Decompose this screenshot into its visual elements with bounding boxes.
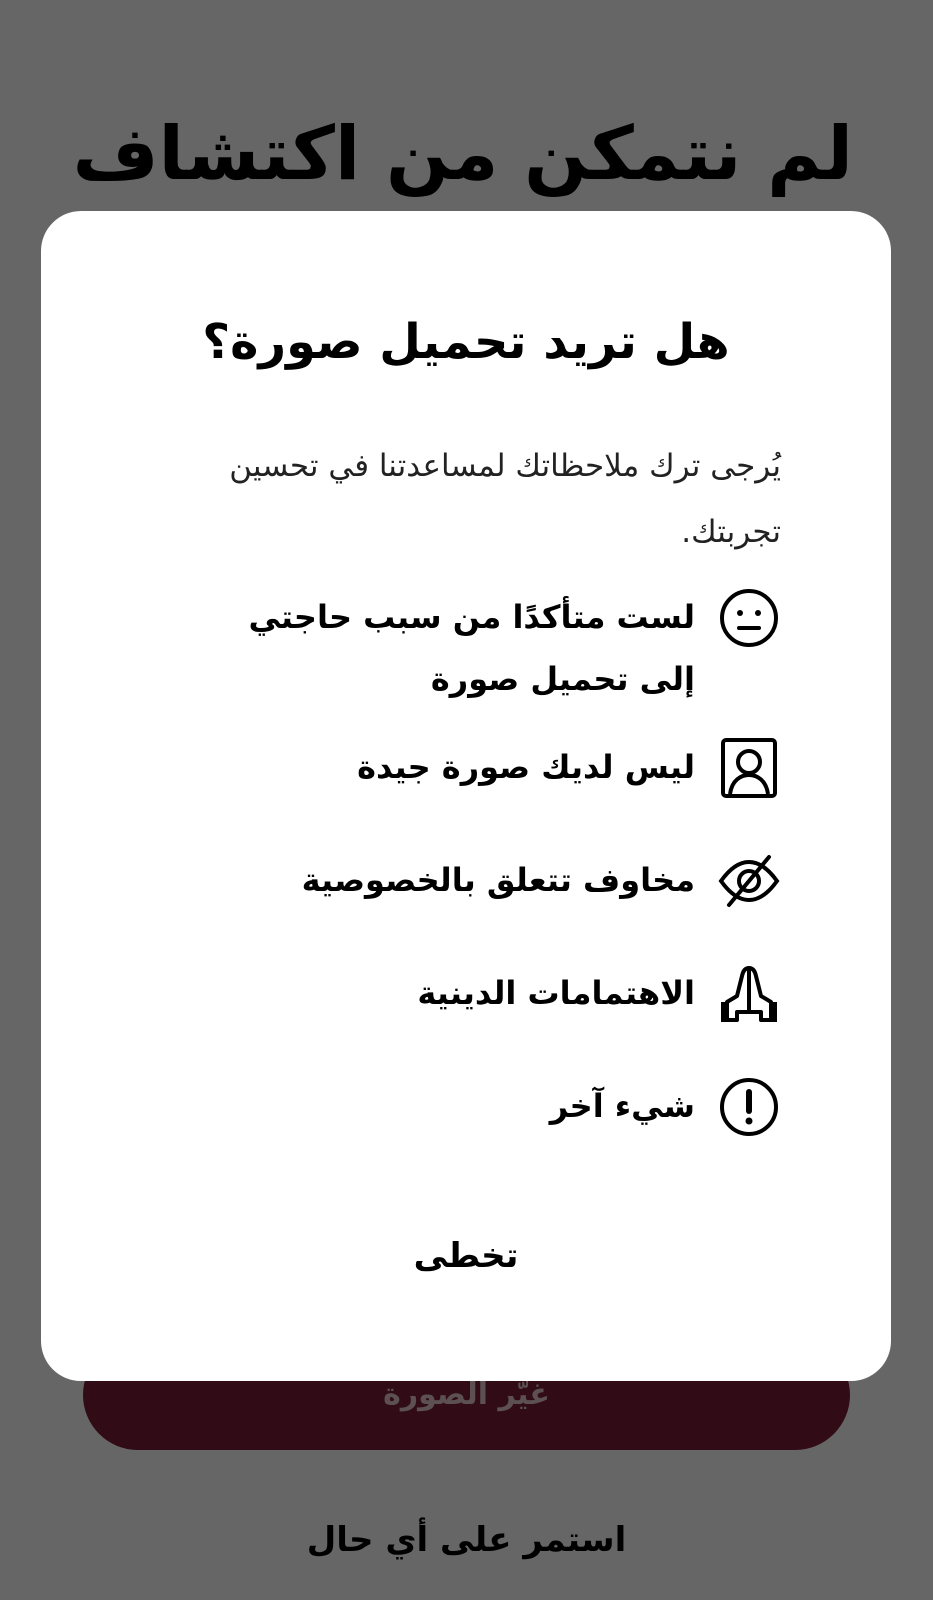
option-no-good-photo[interactable] xyxy=(141,736,781,849)
exclamation-circle-icon xyxy=(717,1075,781,1139)
upload-photo-dialog xyxy=(41,211,891,1381)
option-religious[interactable] xyxy=(141,962,781,1075)
option-label: ليس لديك صورة جيدة xyxy=(357,748,695,786)
dialog-title: هل تريد تحميل صورة؟ xyxy=(202,314,730,370)
skip-button[interactable]: تخطى xyxy=(41,1226,891,1286)
eye-off-icon xyxy=(717,849,781,913)
option-label: مخاوف تتعلق بالخصوصية xyxy=(301,861,695,899)
option-not-sure[interactable] xyxy=(141,586,781,736)
option-label: الاهتمامات الدينية xyxy=(417,974,695,1012)
feedback-options-list xyxy=(141,586,781,1188)
option-label: لست متأكدًا من سبب حاجتي إلى تحميل صورة xyxy=(248,598,695,698)
option-something-else[interactable] xyxy=(141,1075,781,1188)
option-privacy-concerns[interactable] xyxy=(141,849,781,962)
dialog-subtitle: يُرجى ترك ملاحظاتك لمساعدتنا في تحسين تجربتك. xyxy=(229,448,781,550)
neutral-face-icon xyxy=(717,586,781,650)
portrait-icon xyxy=(717,736,781,800)
option-label: شيء آخر xyxy=(549,1087,695,1125)
praying-hands-icon xyxy=(717,962,781,1026)
